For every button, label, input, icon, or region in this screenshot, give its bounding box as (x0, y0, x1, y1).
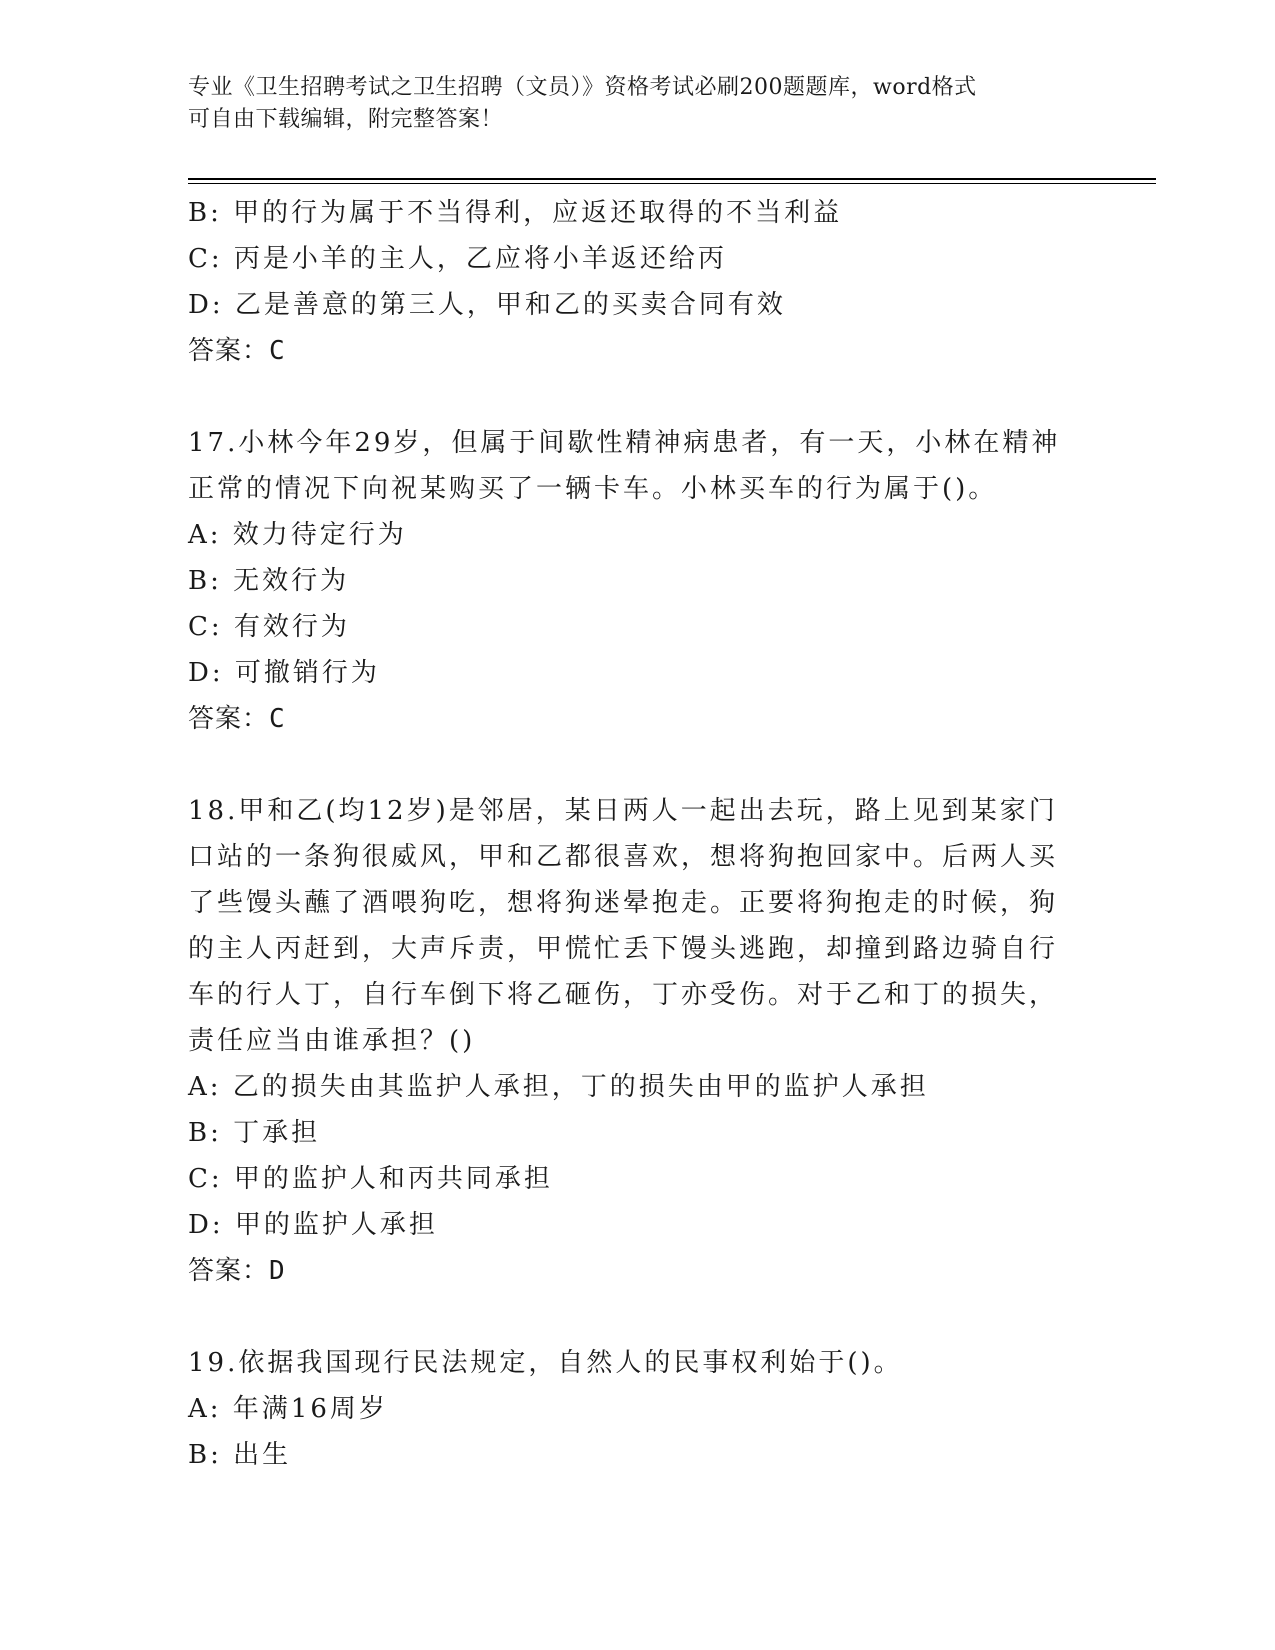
question-stem: 正常的情况下向祝某购买了一辆卡车。小林买车的行为属于()。 (188, 474, 998, 504)
header-subtitle-line: 可自由下载编辑，附完整答案！ (188, 107, 504, 132)
option-d: D: 甲的监护人承担 (188, 1210, 438, 1240)
question-19 (188, 1340, 1068, 1478)
option-a: A: 年满16周岁 (188, 1394, 388, 1424)
question-stem: 了些馒头蘸了酒喂狗吃，想将狗迷晕抱走。正要将狗抱走的时候，狗 (188, 888, 1059, 918)
question-stem: 19.依据我国现行民法规定，自然人的民事权利始于()。 (188, 1348, 903, 1378)
option-c: C: 有效行为 (188, 612, 350, 642)
spacer (188, 374, 1068, 420)
option-b: B: 无效行为 (188, 566, 350, 596)
header-divider-thin (188, 183, 1156, 184)
header-title-line: 专业《卫生招聘考试之卫生招聘（文员）》资格考试必刷200题题库，word格式 (188, 75, 977, 100)
option-b: B: 出生 (188, 1440, 292, 1470)
header-divider (188, 178, 1156, 180)
question-stem: 车的行人丁，自行车倒下将乙砸伤，丁亦受伤。对于乙和丁的损失， (188, 980, 1059, 1010)
answer-line: 答案：D (188, 1256, 286, 1286)
option-c: C: 甲的监护人和丙共同承担 (188, 1164, 553, 1194)
question-stem: 的主人丙赶到，大声斥责，甲慌忙丢下馒头逃跑，却撞到路边骑自行 (188, 934, 1059, 964)
option-b: B: 丁承担 (188, 1118, 321, 1148)
option-c: C: 丙是小羊的主人，乙应将小羊返还给丙 (188, 244, 727, 274)
option-d: D: 乙是善意的第三人，甲和乙的买卖合同有效 (188, 290, 786, 320)
question-18 (188, 788, 1068, 1294)
option-a: A: 效力待定行为 (188, 520, 407, 550)
question-stem: 17.小林今年29岁，但属于间歇性精神病患者，有一天，小林在精神 (188, 428, 1061, 458)
option-d: D: 可撤销行为 (188, 658, 380, 688)
question-17 (188, 420, 1068, 742)
spacer (188, 1294, 1068, 1340)
question-stem: 口站的一条狗很威风，甲和乙都很喜欢，想将狗抱回家中。后两人买 (188, 842, 1059, 872)
option-a: A: 乙的损失由其监护人承担，丁的损失由甲的监护人承担 (188, 1072, 929, 1102)
question-stem: 责任应当由谁承担？() (188, 1026, 476, 1056)
spacer (188, 742, 1068, 788)
document-header (188, 72, 1068, 136)
answer-line: 答案：C (188, 336, 286, 366)
document-body (188, 190, 1068, 1478)
option-b: B: 甲的行为属于不当得利，应返还取得的不当利益 (188, 198, 843, 228)
question-stem: 18.甲和乙(均12岁)是邻居，某日两人一起出去玩，路上见到某家门 (188, 796, 1058, 826)
question-16 (188, 190, 1068, 374)
answer-line: 答案：C (188, 704, 286, 734)
